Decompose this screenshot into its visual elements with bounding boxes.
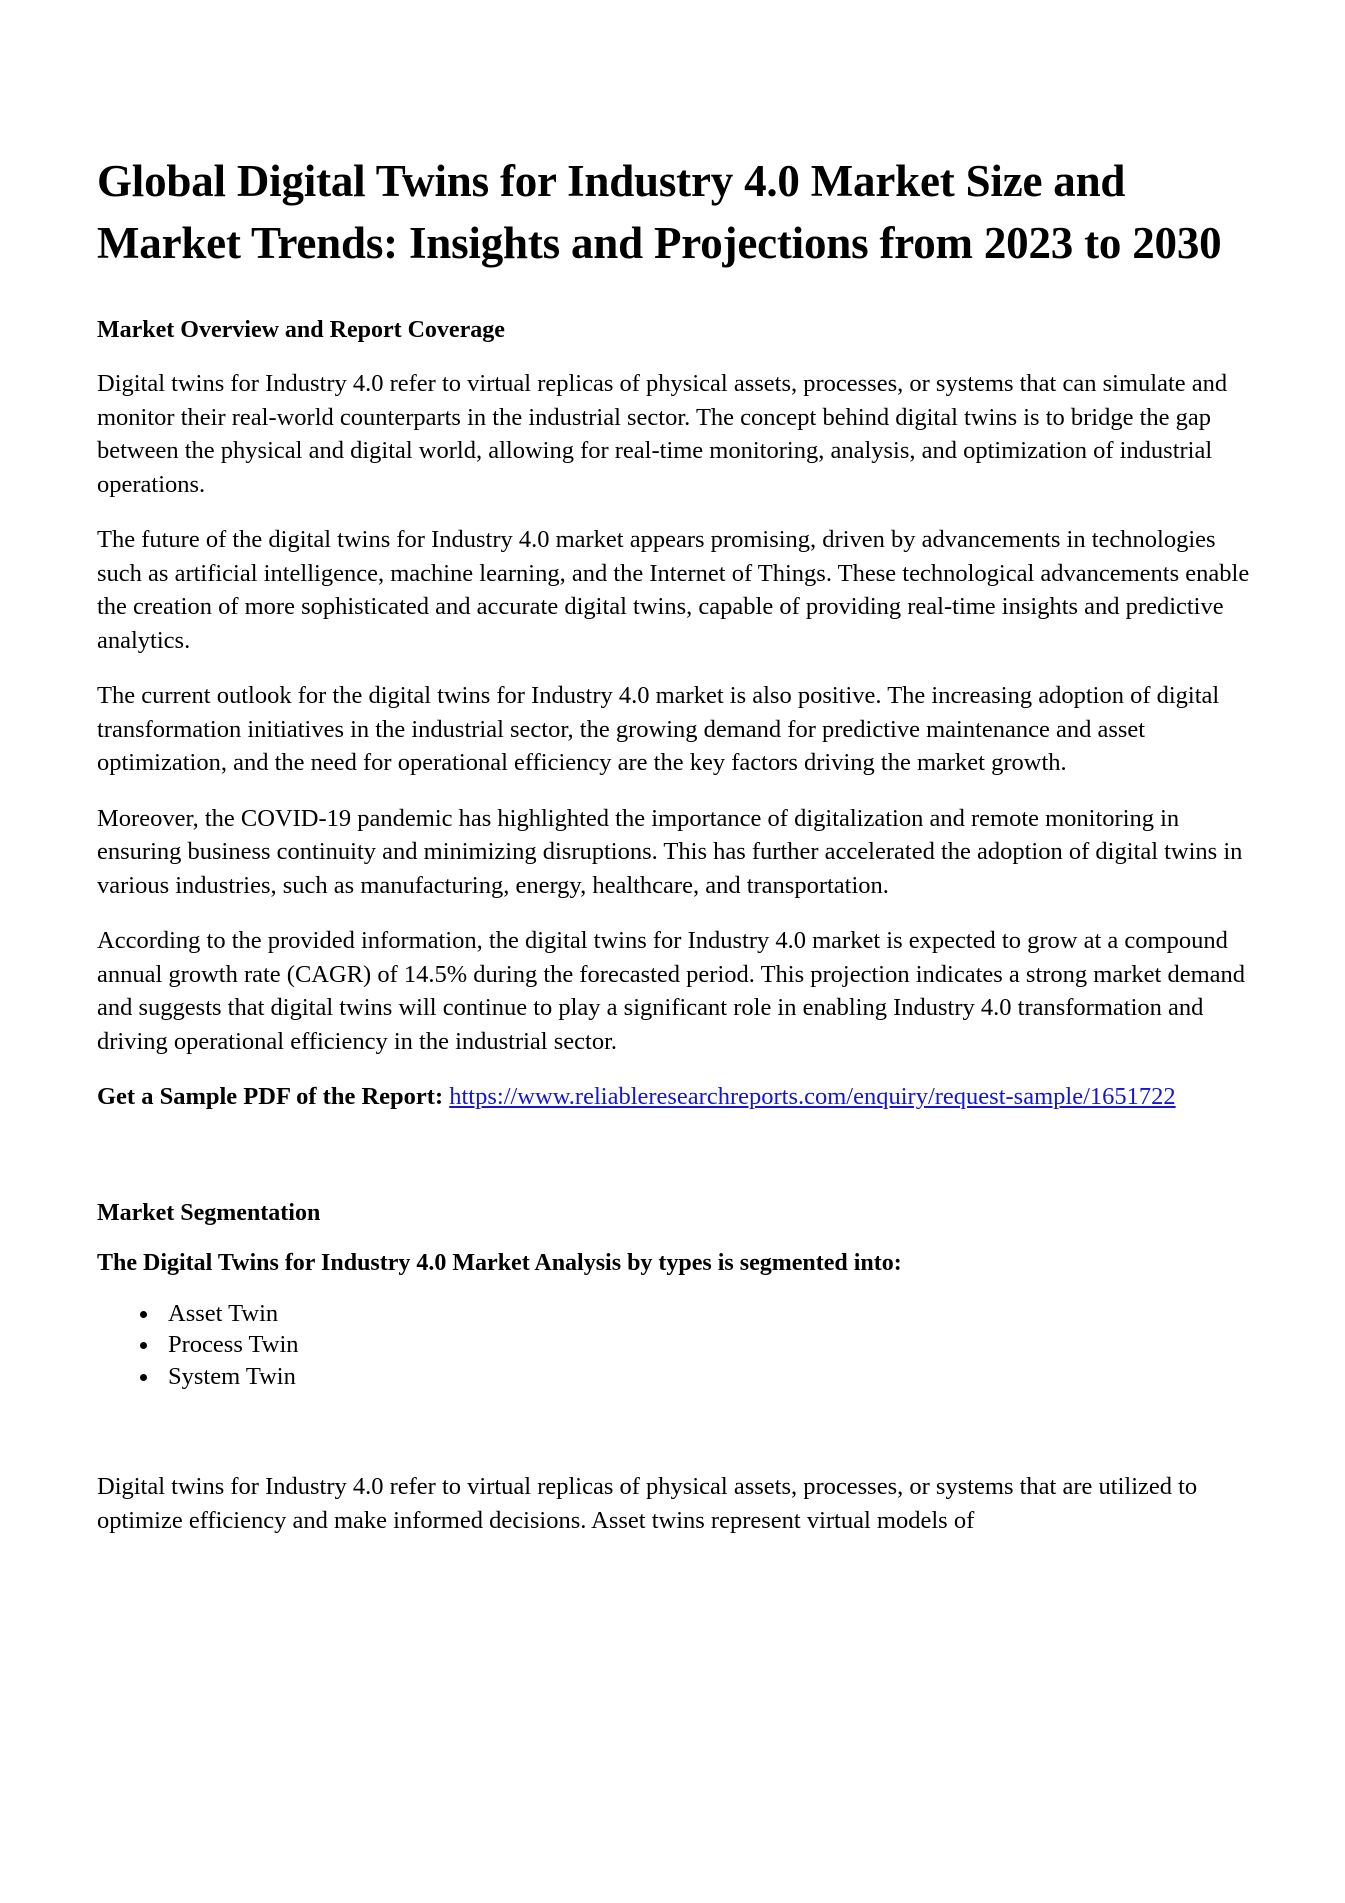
spacer [97, 902, 1252, 924]
spacer [97, 780, 1252, 802]
spacer [97, 657, 1252, 679]
sample-pdf-link[interactable]: https://www.reliableresearchreports.com/enquiry/request-sample/1651722 [449, 1083, 1176, 1110]
paragraph-current-outlook: The current outlook for the digital twins for Industry 4.0 market is also positive. The increasing adoption of digital transformation initiatives in the industrial sector, the growing demand for predictive maintenance and asset optimization, and the need for operational efficiency are the key factors driving the market growth. [97, 682, 1220, 776]
segmentation-types-list [97, 1298, 1252, 1393]
page-title-text: Global Digital Twins for Industry 4.0 Market Size and Market Trends: Insights and Projections from 2023 to 2030 [97, 156, 1222, 268]
paragraph-overview-definition: Digital twins for Industry 4.0 refer to virtual replicas of physical assets, processes, or systems that can simulate and monitor their real-world counterparts in the industrial sector. The concept behind digital twins is to bridge the gap between the physical and digital world, allowing for real-time monitoring, analysis, and optimization of industrial operations. [97, 370, 1228, 498]
spacer [97, 345, 1252, 367]
spacer [97, 1228, 1252, 1248]
spacer [97, 274, 1252, 315]
subheading-segmentation-by-types: The Digital Twins for Industry 4.0 Market Analysis by types is segmented into: [97, 1249, 902, 1276]
page-title [97, 0, 1252, 274]
section-heading-market-overview: Market Overview and Report Coverage [97, 317, 505, 343]
sample-pdf-label: Get a Sample PDF of the Report: [97, 1083, 444, 1110]
spacer [97, 1058, 1252, 1080]
paragraph-covid-impact: Moreover, the COVID-19 pandemic has highlighted the importance of digitalization and remote monitoring in ensuring business continuity and minimizing disruptions. This has further accelerated the adoption of digital twins in various industries, such as manufacturing, energy, healthcare, and transportation. [97, 804, 1243, 899]
document-content [97, 0, 1252, 1537]
spacer [97, 501, 1252, 523]
paragraph-future-outlook: The future of the digital twins for Industry 4.0 market appears promising, driven by advancements in technologies such as artificial intelligence, machine learning, and the Internet of Things. These technological advancements enable the creation of more sophisticated and accurate digital twins, capable of providing real-time insights and predictive analytics. [97, 526, 1250, 654]
list-item: Asset Twin [97, 1298, 1252, 1330]
list-item: Process Twin [97, 1329, 1252, 1361]
spacer [97, 1114, 1252, 1198]
spacer [97, 1278, 1252, 1298]
list-item: System Twin [97, 1361, 1252, 1393]
paragraph-cagr-projection: According to the provided information, the digital twins for Industry 4.0 market is expected to grow at a compound annual growth rate (CAGR) of 14.5% during the forecasted period. This projection indicates a strong market demand and suggests that digital twins will continue to play a significant role in enabling Industry 4.0 transformation and driving operational efficiency in the industrial sector. [97, 927, 1245, 1055]
section-heading-market-segmentation: Market Segmentation [97, 1199, 321, 1226]
spacer [97, 1392, 1252, 1470]
sample-pdf-line [97, 1080, 1252, 1114]
paragraph-types-description: Digital twins for Industry 4.0 refer to virtual replicas of physical assets, processes, or systems that are utilized to optimize efficiency and make informed decisions. Asset twins represent virtual models of [97, 1473, 1198, 1534]
